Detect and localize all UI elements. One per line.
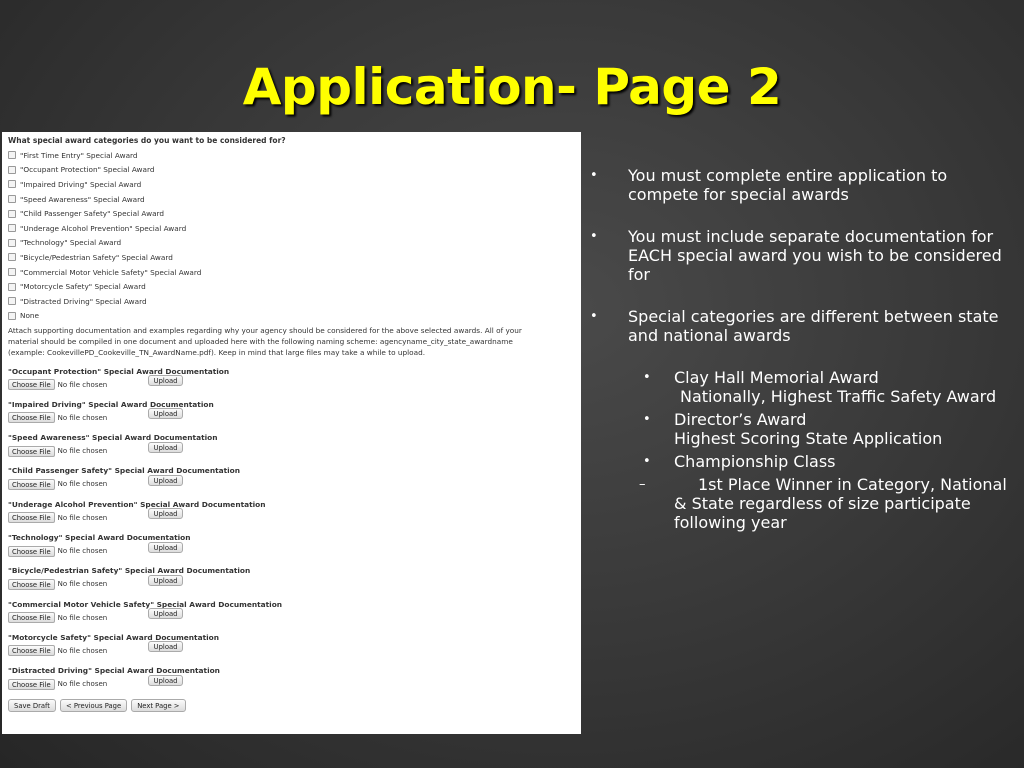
no-file-chosen-text: No file chosen bbox=[57, 646, 108, 655]
choose-file-button[interactable]: Choose File bbox=[8, 679, 55, 690]
checkbox-label: "Motorcycle Safety" Special Award bbox=[20, 282, 146, 292]
documentation-title: "Technology" Special Award Documentation bbox=[8, 533, 191, 542]
checkbox-label: "Bicycle/Pedestrian Safety" Special Award bbox=[20, 252, 173, 262]
choose-file-button[interactable]: Choose File bbox=[8, 446, 55, 457]
choose-file-button[interactable]: Choose File bbox=[8, 412, 55, 423]
no-file-chosen-text: No file chosen bbox=[57, 580, 108, 589]
checkbox[interactable] bbox=[8, 210, 16, 218]
choose-file-button[interactable]: Choose File bbox=[8, 579, 55, 590]
no-file-chosen-text: No file chosen bbox=[57, 547, 108, 555]
choose-file-button[interactable]: Choose File bbox=[8, 612, 55, 623]
documentation-upload-item bbox=[8, 498, 581, 531]
bullet-text: You must complete entire application to compete for special awards bbox=[628, 166, 948, 204]
checkbox[interactable] bbox=[8, 297, 16, 305]
award-categories-question: What special award categories do you want to be considered for? bbox=[8, 136, 286, 145]
upload-button[interactable]: Upload bbox=[148, 375, 184, 386]
upload-button[interactable]: Upload bbox=[148, 575, 184, 586]
file-upload-controls bbox=[8, 477, 581, 491]
checkbox-label: "Underage Alcohol Prevention" Special Award bbox=[20, 223, 187, 233]
checkbox[interactable] bbox=[8, 312, 16, 320]
no-file-chosen-text: No file chosen bbox=[57, 413, 108, 422]
upload-button[interactable]: Upload bbox=[148, 675, 184, 686]
award-category-option[interactable] bbox=[8, 192, 581, 207]
upload-button[interactable]: Upload bbox=[148, 442, 184, 453]
award-category-option[interactable] bbox=[8, 279, 581, 294]
bullet-dot-icon: • bbox=[643, 454, 651, 469]
upload-button[interactable]: Upload bbox=[148, 608, 184, 619]
documentation-upload-item bbox=[8, 398, 581, 431]
sub-bullet-text: Highest Scoring State Application bbox=[674, 429, 943, 448]
checkbox[interactable] bbox=[8, 253, 16, 261]
next-page-button[interactable]: Next Page > bbox=[131, 699, 185, 712]
sub-bullet-item bbox=[590, 452, 1020, 471]
file-upload-controls bbox=[8, 411, 581, 425]
documentation-title: "Speed Awareness" Special Award Documentation bbox=[8, 433, 218, 443]
checkbox[interactable] bbox=[8, 151, 16, 159]
sub-bullet-item bbox=[590, 410, 1020, 448]
choose-file-button[interactable]: Choose File bbox=[8, 379, 55, 390]
attach-instructions-line: Attach supporting documentation and examples regarding why your agency should be considered for the above selected awards. All of your bbox=[8, 326, 522, 336]
documentation-upload-item bbox=[8, 664, 581, 697]
documentation-title: "Commercial Motor Vehicle Safety" Special Award Documentation bbox=[8, 599, 283, 609]
documentation-upload-item bbox=[8, 365, 581, 398]
choose-file-button[interactable]: Choose File bbox=[8, 479, 55, 490]
bullet-item bbox=[590, 227, 1020, 284]
file-upload-controls bbox=[8, 544, 581, 558]
bullet-dot-icon: • bbox=[643, 412, 651, 427]
dash-icon: – bbox=[639, 477, 646, 492]
award-category-option[interactable] bbox=[8, 221, 581, 236]
attach-instructions bbox=[8, 326, 574, 358]
no-file-chosen-text: No file chosen bbox=[57, 447, 108, 456]
file-upload-controls bbox=[8, 511, 581, 525]
save-draft-button[interactable]: Save Draft bbox=[8, 699, 56, 712]
upload-button[interactable]: Upload bbox=[148, 641, 184, 652]
file-upload-controls bbox=[8, 378, 581, 392]
checkbox-label: "First Time Entry" Special Award bbox=[20, 150, 138, 160]
previous-page-button[interactable]: < Previous Page bbox=[60, 699, 127, 712]
award-category-option[interactable] bbox=[8, 309, 581, 324]
documentation-title: "Distracted Driving" Special Award Documentation bbox=[8, 666, 220, 676]
documentation-title: "Occupant Protection" Special Award Documentation bbox=[8, 366, 230, 376]
documentation-title: "Child Passenger Safety" Special Award Documentation bbox=[8, 466, 241, 476]
checkbox[interactable] bbox=[8, 166, 16, 174]
documentation-upload-item bbox=[8, 631, 581, 664]
choose-file-button[interactable]: Choose File bbox=[8, 546, 55, 557]
sub-bullet-item bbox=[590, 368, 1020, 406]
application-form-screenshot bbox=[2, 132, 581, 734]
documentation-upload-item bbox=[8, 531, 581, 564]
checkbox[interactable] bbox=[8, 239, 16, 247]
no-file-chosen-text: No file chosen bbox=[57, 380, 108, 389]
file-upload-controls bbox=[8, 611, 581, 625]
documentation-upload-item bbox=[8, 598, 581, 631]
upload-button[interactable]: Upload bbox=[148, 408, 184, 419]
documentation-upload-item bbox=[8, 464, 581, 497]
form-navigation bbox=[8, 699, 581, 712]
documentation-title: "Underage Alcohol Prevention" Special Award Documentation bbox=[8, 499, 266, 509]
documentation-upload-item bbox=[8, 431, 581, 464]
sub-bullet-text: Nationally, Highest Traffic Safety Award bbox=[680, 387, 997, 406]
slide-title: Application- Page 2 bbox=[242, 58, 782, 116]
award-category-option[interactable] bbox=[8, 236, 581, 251]
award-category-option[interactable] bbox=[8, 294, 581, 309]
no-file-chosen-text: No file chosen bbox=[57, 513, 108, 522]
bullet-item bbox=[590, 307, 1020, 345]
checkbox-label: "Child Passenger Safety" Special Award bbox=[20, 209, 165, 219]
attach-instructions-line: (example: CookevillePD_Cookeville_TN_AwardName.pdf). Keep in mind that large files may take a while to upload. bbox=[8, 347, 426, 357]
bullet-dot-icon: • bbox=[590, 229, 598, 244]
checkbox-label: "Speed Awareness" Special Award bbox=[20, 194, 145, 204]
checkbox[interactable] bbox=[8, 195, 16, 203]
documentation-title: "Impaired Driving" Special Award Documentation bbox=[8, 399, 214, 409]
sub-bullet-text: Championship Class bbox=[674, 452, 836, 471]
file-upload-controls bbox=[8, 644, 581, 658]
award-category-option[interactable] bbox=[8, 250, 581, 265]
checkbox-label: "Impaired Driving" Special Award bbox=[20, 179, 142, 189]
sub-bullet-text: Director’s Award bbox=[674, 410, 807, 429]
file-upload-controls bbox=[8, 444, 581, 458]
award-category-option[interactable] bbox=[8, 148, 581, 163]
choose-file-button[interactable]: Choose File bbox=[8, 645, 55, 656]
documentation-upload-list bbox=[8, 365, 581, 698]
file-upload-controls bbox=[8, 677, 581, 691]
award-category-option[interactable] bbox=[8, 177, 581, 192]
checkbox[interactable] bbox=[8, 268, 16, 276]
bullet-dot-icon: • bbox=[590, 168, 598, 183]
award-category-checkbox-list bbox=[8, 148, 581, 323]
sub-bullet-item bbox=[590, 475, 1020, 532]
sub-bullet-text: Clay Hall Memorial Award bbox=[674, 368, 879, 387]
documentation-title: "Motorcycle Safety" Special Award Documentation bbox=[8, 632, 219, 642]
upload-button[interactable]: Upload bbox=[148, 508, 184, 519]
checkbox-label: None bbox=[20, 311, 40, 321]
bullet-text: You must include separate documentation for EACH special award you wish to be considered for bbox=[628, 227, 1002, 284]
checkbox-label: "Technology" Special Award bbox=[20, 238, 122, 248]
checkbox-label: "Commercial Motor Vehicle Safety" Special Award bbox=[20, 267, 202, 277]
attach-instructions-line: material should be compiled in one document and uploaded here with the following naming scheme: agencyname_city_state_awardname bbox=[8, 336, 513, 346]
no-file-chosen-text: No file chosen bbox=[57, 680, 108, 689]
file-upload-controls bbox=[8, 577, 581, 591]
sub-bullet-text: 1st Place Winner in Category, National & State regardless of size participate following year bbox=[674, 475, 1007, 532]
checkbox[interactable] bbox=[8, 180, 16, 188]
checkbox[interactable] bbox=[8, 224, 16, 232]
no-file-chosen-text: No file chosen bbox=[57, 480, 108, 489]
bullet-dot-icon: • bbox=[643, 370, 651, 385]
no-file-chosen-text: No file chosen bbox=[57, 613, 108, 622]
award-category-option[interactable] bbox=[8, 265, 581, 280]
checkbox-label: "Distracted Driving" Special Award bbox=[20, 296, 147, 306]
choose-file-button[interactable]: Choose File bbox=[8, 512, 55, 523]
upload-button[interactable]: Upload bbox=[148, 542, 184, 553]
upload-button[interactable]: Upload bbox=[148, 475, 184, 486]
documentation-title: "Bicycle/Pedestrian Safety" Special Award Documentation bbox=[8, 566, 251, 576]
documentation-upload-item bbox=[8, 564, 581, 597]
award-category-option[interactable] bbox=[8, 163, 581, 178]
bullet-dot-icon: • bbox=[590, 309, 598, 324]
checkbox[interactable] bbox=[8, 283, 16, 291]
bullet-item bbox=[590, 166, 1020, 204]
award-category-option[interactable] bbox=[8, 206, 581, 221]
slide-notes bbox=[590, 166, 1020, 536]
bullet-text: Special categories are different between state and national awards bbox=[628, 307, 999, 345]
checkbox-label: "Occupant Protection" Special Award bbox=[20, 165, 155, 175]
